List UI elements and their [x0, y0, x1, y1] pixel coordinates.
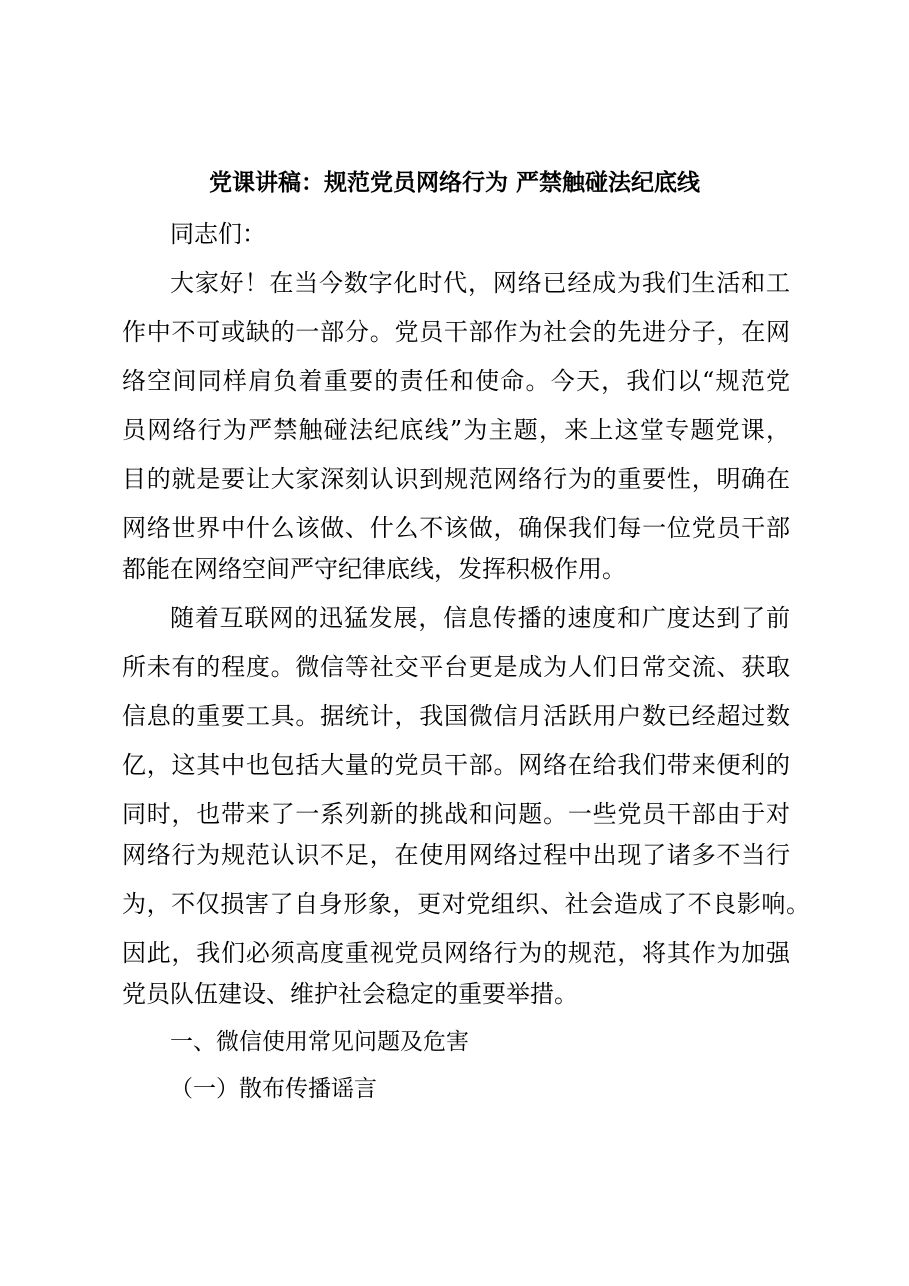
paragraph-1-line-2: 作中不可或缺的一部分。党员干部作为社会的先进分子，在网	[122, 318, 790, 346]
paragraph-2-line-2: 所未有的程度。微信等社交平台更是成为人们日常交流、获取	[122, 653, 790, 681]
paragraph-2-line-7: 为，不仅损害了自身形象，更对党组织、社会造成了不良影响。	[122, 890, 810, 918]
paragraph-2-line-6: 网络行为规范认识不足，在使用网络过程中出现了诸多不当行	[122, 841, 790, 869]
document-title: 党课讲稿：规范党员网络行为 严禁触碰法纪底线	[208, 169, 700, 196]
paragraph-1-line-4: 员网络行为严禁触碰法纪底线”为主题，来上这堂专题党课，	[122, 416, 790, 444]
paragraph-1-line-3: 络空间同样肩负着重要的责任和使命。今天，我们以“规范党	[122, 367, 790, 395]
salutation: 同志们：	[170, 220, 266, 248]
paragraph-1-line-1: 大家好！在当今数字化时代，网络已经成为我们生活和工	[170, 269, 790, 297]
paragraph-2-line-4: 亿，这其中也包括大量的党员干部。网络在给我们带来便利的	[122, 751, 790, 779]
paragraph-1-line-6: 网络世界中什么该做、什么不该做，确保我们每一位党员干部	[122, 514, 790, 542]
section-heading-1: 一、微信使用常见问题及危害	[170, 1029, 469, 1055]
paragraph-2-line-9: 党员队伍建设、维护社会稳定的重要举措。	[122, 980, 578, 1008]
paragraph-1-line-5: 目的就是要让大家深刻认识到规范网络行为的重要性，明确在	[122, 465, 790, 493]
subsection-heading-1: （一）散布传播谣言	[170, 1076, 377, 1102]
paragraph-2-line-1: 随着互联网的迅猛发展，信息传播的速度和广度达到了前	[170, 604, 790, 632]
paragraph-2-line-8: 因此，我们必须高度重视党员网络行为的规范，将其作为加强	[122, 939, 790, 967]
paragraph-1-line-7: 都能在网络空间严守纪律底线，发挥积极作用。	[122, 555, 626, 583]
paragraph-2-line-5: 同时，也带来了一系列新的挑战和问题。一些党员干部由于对	[122, 800, 790, 828]
paragraph-2-line-3: 信息的重要工具。据统计，我国微信月活跃用户数已经超过数	[122, 702, 790, 730]
